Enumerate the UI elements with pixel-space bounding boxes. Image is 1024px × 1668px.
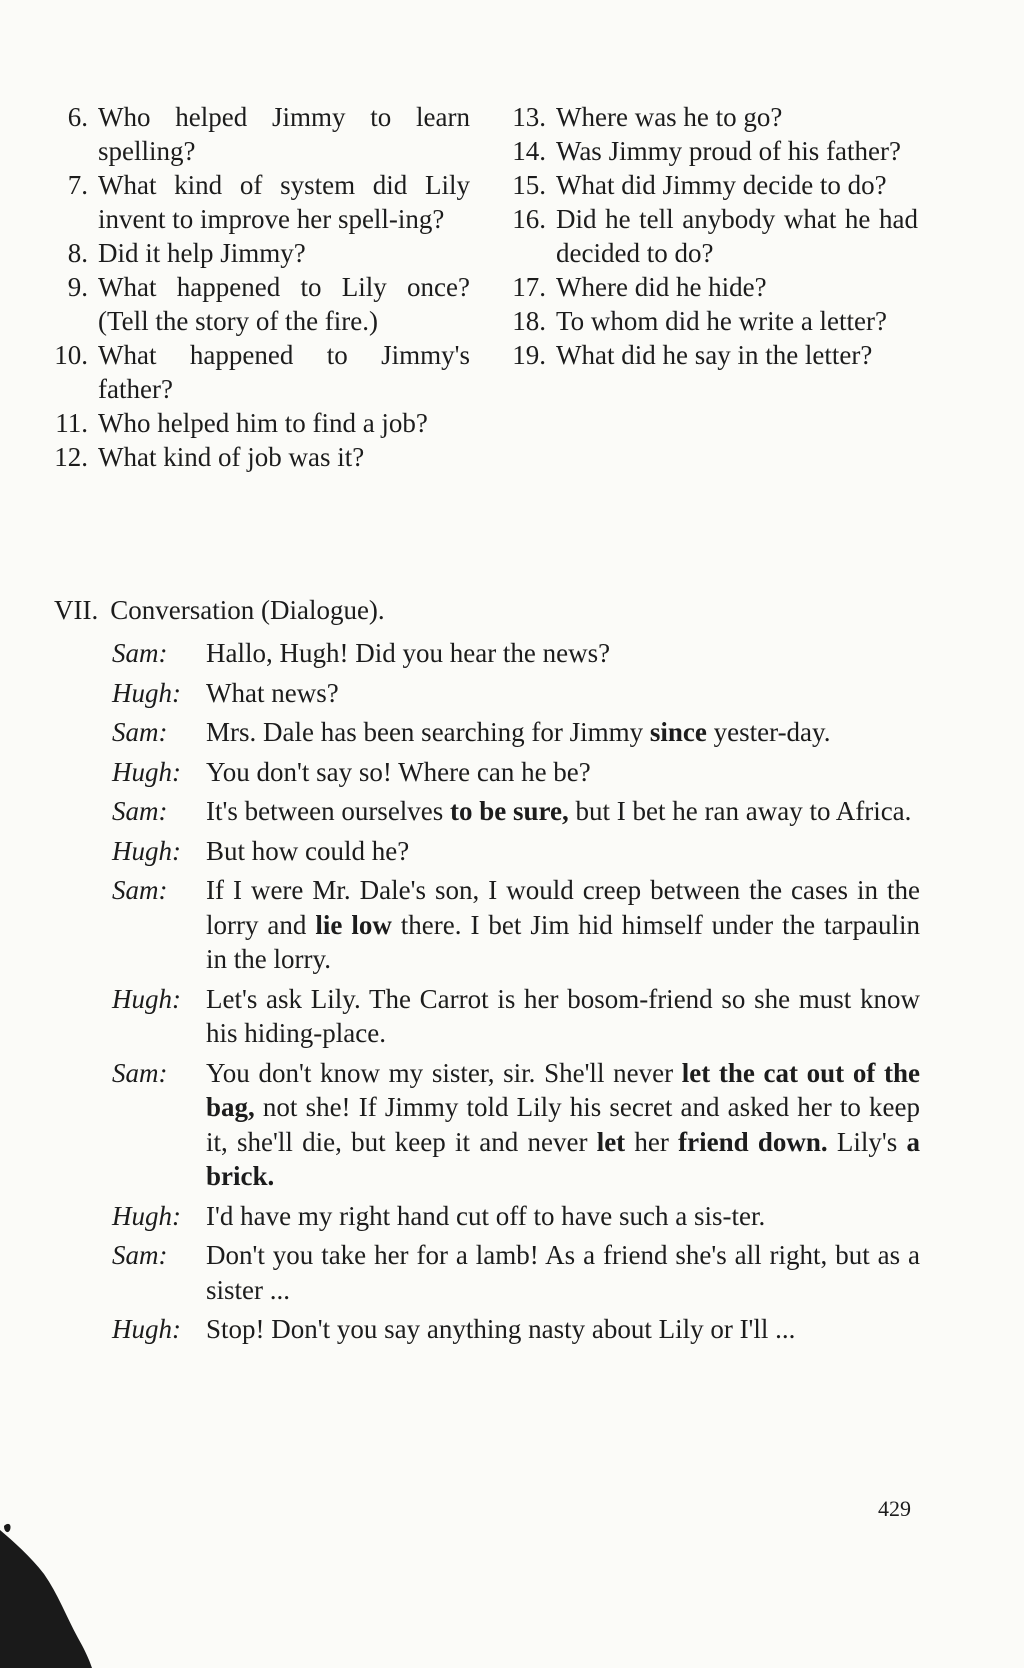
- question-text: What did he say in the letter?: [556, 340, 873, 370]
- question-text: What happened to Lily once? (Tell the story of the fire.): [98, 272, 470, 336]
- question-item: [40, 338, 470, 406]
- section-title: Conversation (Dialogue).: [110, 595, 385, 625]
- question-number: 17.: [512, 272, 546, 302]
- question-item: [40, 440, 470, 474]
- question-text: What kind of job was it?: [98, 442, 365, 472]
- section-number: VII.: [54, 595, 99, 625]
- question-text: Did it help Jimmy?: [98, 238, 306, 268]
- page-number: 429: [878, 1496, 911, 1521]
- dialogue-line: [206, 1056, 920, 1194]
- dialogue-turn: [112, 794, 920, 829]
- dialogue-turn: [112, 676, 920, 711]
- line-text: Mrs. Dale has been searching for Jimmy: [206, 717, 650, 747]
- question-number: 12.: [54, 442, 88, 472]
- dialogue-line: [206, 834, 920, 869]
- dialogue-turn: [112, 1312, 920, 1347]
- question-text: What happened to Jimmy's father?: [98, 340, 470, 404]
- line-text: Don't you take her for a lamb! As a friend she's all right, but as a sister ...: [206, 1240, 920, 1305]
- speaker-name: Sam:: [112, 638, 168, 668]
- line-text: It's between ourselves: [206, 796, 451, 826]
- line-text: But how could he?: [206, 835, 410, 866]
- question-text: Where was he to go?: [556, 102, 783, 132]
- bold-phrase: let: [596, 1126, 626, 1157]
- dialogue-turn: [112, 715, 920, 750]
- question-item: [498, 168, 918, 202]
- question-number: 11.: [55, 408, 88, 438]
- dialogue-line: [206, 1312, 920, 1347]
- dialogue-line: [206, 1238, 920, 1307]
- section-heading: [54, 593, 385, 627]
- dialogue: [112, 636, 920, 1352]
- speaker-name: Sam:: [112, 1057, 168, 1088]
- line-text: yester-day.: [706, 717, 831, 747]
- dialogue-line: [206, 636, 920, 671]
- dialogue-turn: [112, 636, 920, 671]
- dialogue-line: [206, 1199, 920, 1234]
- speaker-name: Sam:: [112, 796, 168, 826]
- line-text: What news?: [206, 677, 339, 708]
- question-number: 9.: [67, 272, 88, 302]
- questions-left-column: [40, 100, 470, 474]
- line-text: but I bet he ran away to Africa.: [568, 796, 912, 826]
- question-item: [498, 134, 918, 168]
- question-item: [40, 406, 470, 440]
- question-item: [498, 100, 918, 134]
- question-number: 14.: [512, 136, 546, 166]
- line-text: Stop! Don't you say anything nasty about Lily or I'll ...: [206, 1314, 796, 1344]
- question-text: Was Jimmy proud of his father?: [556, 136, 902, 166]
- dialogue-line: [206, 676, 920, 711]
- question-item: [498, 338, 918, 372]
- bold-phrase: lie low: [315, 909, 392, 940]
- question-text: To whom did he write a letter?: [556, 306, 888, 336]
- question-item: [40, 270, 470, 338]
- dialogue-turn: [112, 1056, 920, 1194]
- dialogue-line: [206, 982, 920, 1051]
- question-number: 16.: [512, 204, 546, 234]
- dialogue-turn: [112, 982, 920, 1051]
- question-text: Did he tell anybody what he had decided to do?: [556, 204, 918, 268]
- line-text: Hallo, Hugh! Did you hear the news?: [206, 638, 611, 668]
- speaker-name: Hugh:: [112, 756, 181, 787]
- question-text: Who helped Jimmy to learn spelling?: [98, 102, 470, 166]
- speaker-name: Sam:: [112, 1240, 168, 1270]
- line-text: Lily's: [827, 1126, 907, 1157]
- question-item: [498, 304, 918, 338]
- dialogue-turn: [112, 873, 920, 977]
- speaker-name: Hugh:: [112, 1200, 181, 1231]
- speaker-name: Sam:: [112, 875, 168, 905]
- question-item: [40, 236, 470, 270]
- line-text: If I were Mr. Dale's son, I would creep between the cases in the lorry and: [206, 875, 920, 940]
- speaker-name: Hugh:: [112, 1314, 181, 1344]
- dialogue-turn: [112, 1199, 920, 1234]
- question-item: [498, 270, 918, 304]
- dialogue-turn: [112, 755, 920, 790]
- speaker-name: Hugh:: [112, 835, 181, 866]
- line-text: Let's ask Lily. The Carrot is her bosom-friend so she must know his hiding-place.: [206, 983, 920, 1048]
- question-number: 8.: [67, 238, 88, 268]
- questions-right-column: [498, 100, 918, 372]
- question-text: Who helped him to find a job?: [98, 408, 428, 438]
- line-text: not she! If Jimmy told Lily his secret and asked her to keep it, she'll die, but keep it and never: [206, 1092, 920, 1157]
- question-item: [40, 100, 470, 168]
- bold-phrase: friend down.: [678, 1126, 828, 1157]
- question-number: 10.: [54, 340, 88, 370]
- line-text: You don't know my sister, sir. She'll never: [206, 1057, 682, 1088]
- question-item: [498, 202, 918, 270]
- line-text: You don't say so! Where can he be?: [206, 756, 591, 787]
- bold-phrase: let the cat out of the bag,: [206, 1057, 920, 1122]
- bold-phrase: since: [649, 717, 707, 747]
- bold-phrase: a brick.: [206, 1126, 921, 1191]
- question-text: What did Jimmy decide to do?: [556, 170, 887, 200]
- dialogue-line: [206, 873, 920, 977]
- question-number: 18.: [512, 306, 546, 336]
- question-number: 19.: [512, 340, 546, 370]
- line-text: her: [625, 1126, 679, 1157]
- dialogue-turn: [112, 834, 920, 869]
- question-number: 6.: [67, 102, 88, 132]
- question-text: Where did he hide?: [556, 272, 767, 302]
- dialogue-line: [206, 794, 920, 829]
- speaker-name: Hugh:: [112, 983, 181, 1014]
- bold-phrase: to be sure,: [450, 796, 569, 826]
- dialogue-line: [206, 715, 920, 750]
- question-number: 15.: [512, 170, 546, 200]
- question-number: 13.: [512, 102, 546, 132]
- line-text: there. I bet Jim hid himself under the tarpaulin in the lorry.: [206, 909, 921, 974]
- ink-blot: [0, 1520, 140, 1668]
- line-text: I'd have my right hand cut off to have such a sis-ter.: [206, 1200, 766, 1231]
- dialogue-line: [206, 755, 920, 790]
- question-number: 7.: [67, 170, 88, 200]
- question-item: [40, 168, 470, 236]
- question-text: What kind of system did Lily invent to improve her spell-ing?: [98, 170, 470, 234]
- speaker-name: Hugh:: [112, 677, 181, 708]
- dialogue-turn: [112, 1238, 920, 1307]
- speaker-name: Sam:: [112, 717, 168, 747]
